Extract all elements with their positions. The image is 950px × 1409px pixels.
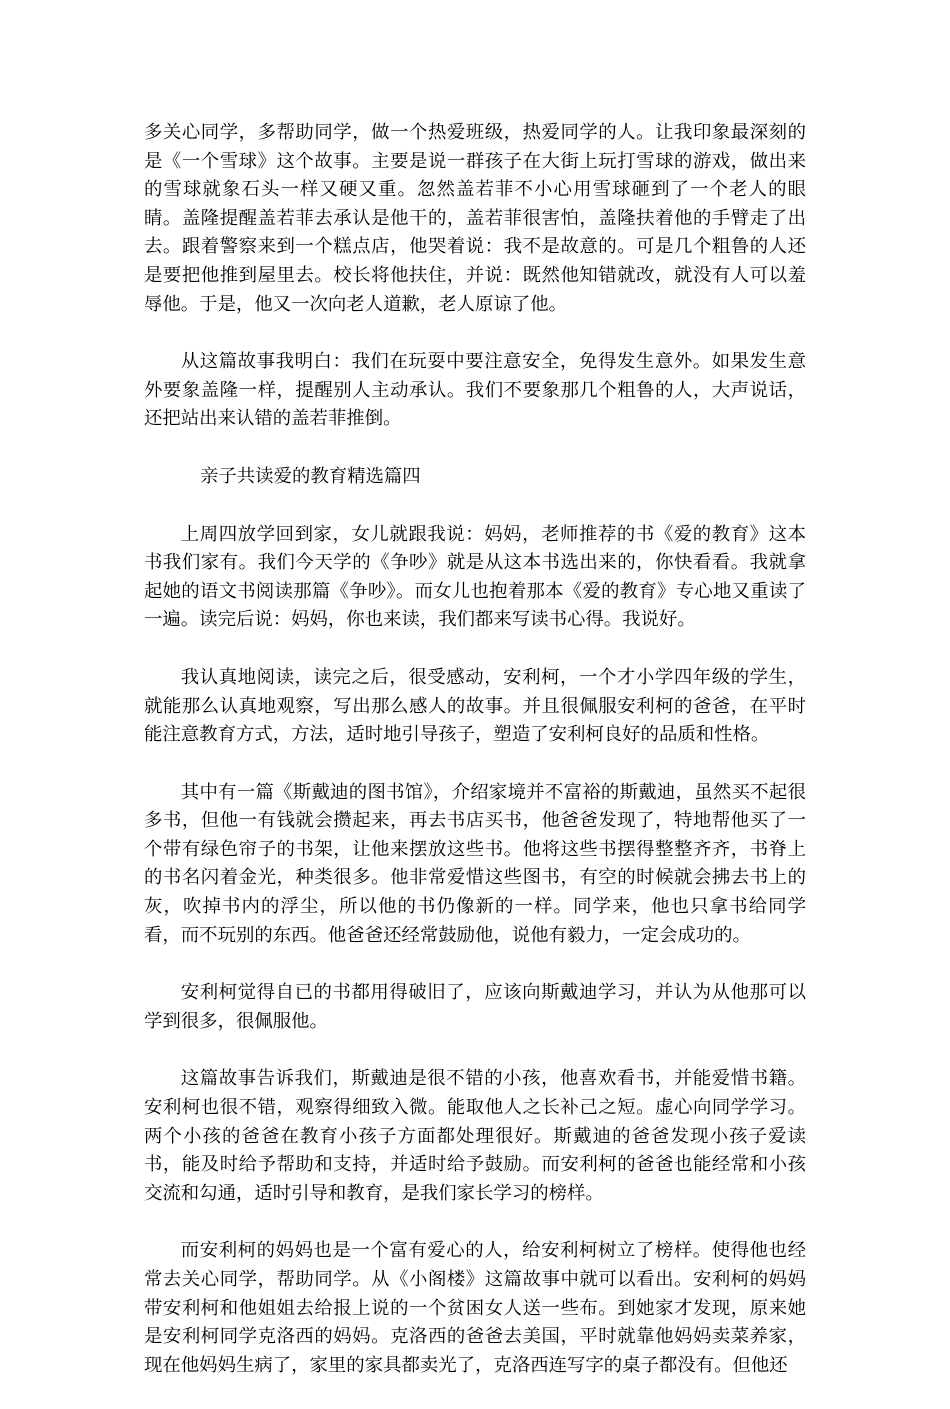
document-body [144,119,806,1409]
paragraph-lesson-learned: 从这篇故事我明白：我们在玩耍中要注意安全，免得发生意外。如果发生意外要象盖隆一样，提醒别人主动承认。我们不要象那几个粗鲁的人，大声说话，还把站出来认错的盖若菲推倒。 [144,351,806,430]
paragraph-reading-impression: 我认真地阅读，读完之后，很受感动，安利柯，一个才小学四年级的学生，就能那么认真地观察，写出那么感人的故事。并且很佩服安利柯的爸爸，在平时能注意教育方式，方法，适时地引导孩子，塑造了安利柯良好的品质和性格。 [144,666,806,746]
paragraph-enrico-reflection: 安利柯觉得自已的书都用得破旧了，应该向斯戴迪学习，并认为从他那可以学到很多，很佩服他。 [144,982,806,1032]
paragraph-reading-intro: 上周四放学回到家，女儿就跟我说：妈妈，老师推荐的书《爱的教育》这本书我们家有。我们今天学的《争吵》就是从这本书选出来的，你快看看。我就拿起她的语文书阅读那篇《争吵》。而女儿也抱着那本《爱的教育》专心地又重读了一遍。读完后说：妈妈，你也来读，我们都来写读书心得。我说好。 [144,523,806,631]
paragraph-story-moral: 这篇故事告诉我们，斯戴迪是很不错的小孩，他喜欢看书，并能爱惜书籍。安利柯也很不错，观察得细致入微。能取他人之长补己之短。虚心向同学学习。两个小孩的爸爸在教育小孩子方面都处理很好。斯戴迪的爸爸发现小孩子爱读书，能及时给予帮助和支持，并适时给予鼓励。而安利柯的爸爸也能经常和小孩交流和勾通，适时引导和教育，是我们家长学习的榜样。 [144,1068,806,1204]
paragraph-snowball-story: 多关心同学，多帮助同学，做一个热爱班级，热爱同学的人。让我印象最深刻的是《一个雪球》这个故事。主要是说一群孩子在大街上玩打雪球的游戏，做出来的雪球就象石头一样又硬又重。忽然盖若菲不小心用雪球砸到了一个老人的眼睛。盖隆提醒盖若菲去承认是他干的，盖若菲很害怕，盖隆扶着他的手臂走了出去。跟着警察来到一个糕点店，他哭着说：我不是故意的。可是几个粗鲁的人还是要把他推到屋里去。校长将他扶住，并说：既然他知错就改，就没有人可以羞辱他。于是，他又一次向老人道歉，老人原谅了他。 [144,122,806,315]
paragraph-library-story: 其中有一篇《斯戴迪的图书馆》，介绍家境并不富裕的斯戴迪，虽然买不起很多书，但他一有钱就会攒起来，再去书店买书，他爸爸发现了，特地帮他买了一个带有绿色帘子的书架，让他来摆放这些书。他将这些书摆得整整齐齐，书脊上的书名闪着金光，种类很多。他非常爱惜这些图书，有空的时候就会拂去书上的灰，吹掉书内的浮尘，所以他的书仍像新的一样。同学来，他也只拿书给同学看，而不玩别的东西。他爸爸还经常鼓励他，说他有毅力，一定会成功的。 [144,781,806,946]
section-heading: 亲子共读爱的教育精选篇四 [200,465,421,487]
paragraph-mother-story: 而安利柯的妈妈也是一个富有爱心的人，给安利柯树立了榜样。使得他也经常去关心同学，帮助同学。从《小阁楼》这篇故事中就可以看出。安利柯的妈妈带安利柯和他姐姐去给报上说的一个贫困女人送一些布。到她家才发现，原来她是安利柯同学克洛西的妈妈。克洛西的爸爸去美国，平时就靠他妈妈卖菜养家，现在他妈妈生病了，家里的家具都卖光了，克洛西连写字的桌子都没有。但他还 [144,1240,806,1376]
